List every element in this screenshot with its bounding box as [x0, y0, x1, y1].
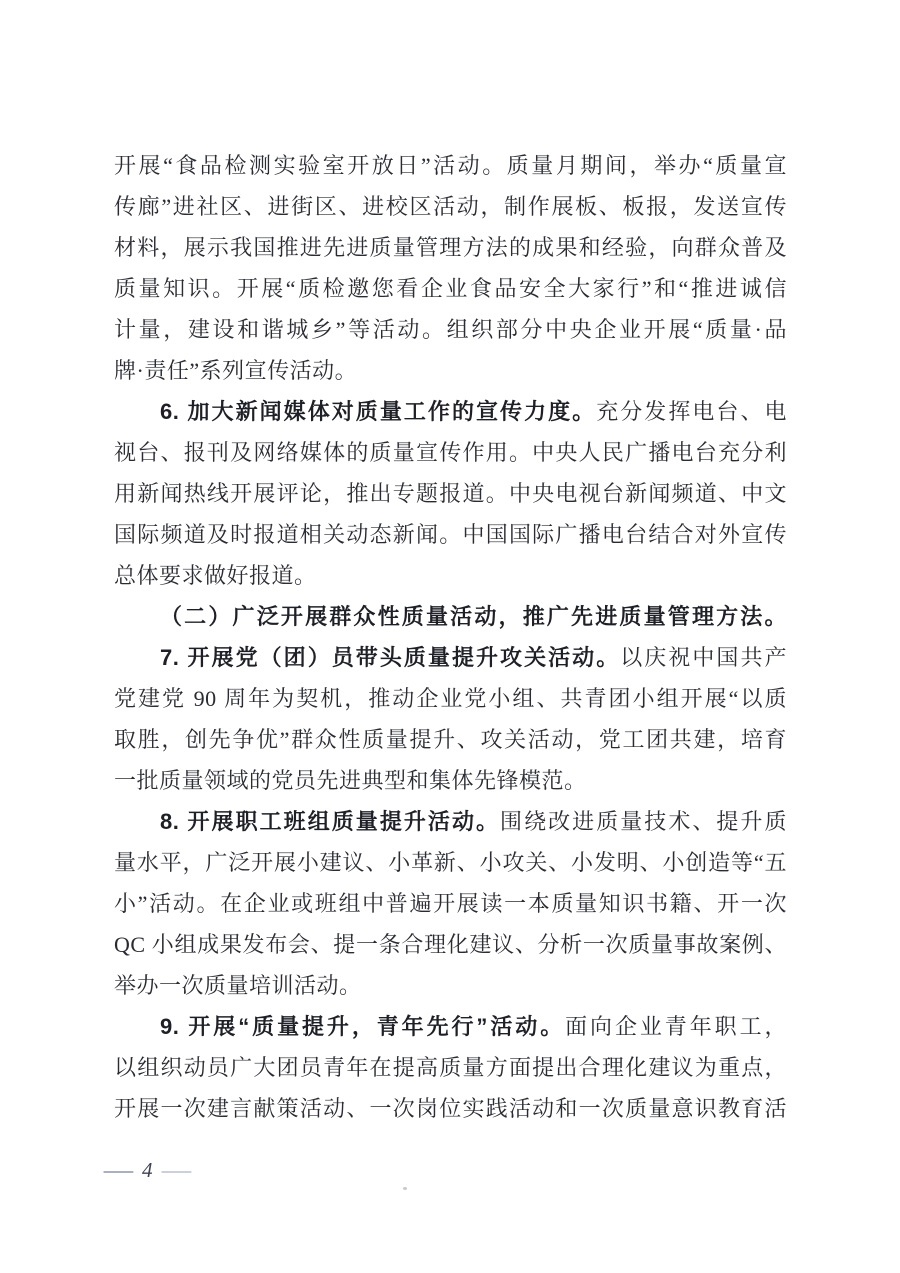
text-line: 视台、报刊及网络媒体的质量宣传作用。中央人民广播电台充分利 — [114, 440, 787, 465]
paragraph-last-line: 举办一次质量培训活动。 — [114, 973, 362, 998]
paragraph-last-line: 总体要求做好报道。 — [114, 563, 317, 588]
text-line: 开展一次建言献策活动、一次岗位实践活动和一次质量意识教育活 — [114, 1096, 787, 1121]
footer-left-dash: — — [103, 1158, 134, 1182]
paragraph-first-line: 7. 开展党（团）员带头质量提升攻关活动。以庆祝中国共产 — [160, 645, 787, 670]
footer-right-dash: — — [161, 1158, 191, 1182]
text-line: 开展“食品检测实验室开放日”活动。质量月期间，举办“质量宣 — [114, 153, 787, 178]
section-heading-line: （二）广泛开展群众性质量活动，推广先进质量管理方法。 — [160, 604, 787, 629]
page-number — [103, 1158, 191, 1183]
text-line: 小”活动。在企业或班组中普遍开展读一本质量知识书籍、开一次 — [114, 891, 787, 916]
paragraph-first-line: 6. 加大新闻媒体对质量工作的宣传力度。充分发挥电台、电 — [160, 399, 787, 424]
text-line: 国际频道及时报道相关动态新闻。中国国际广播电台结合对外宣传 — [114, 522, 787, 547]
text-line: 量水平，广泛开展小建议、小革新、小攻关、小发明、小创造等“五 — [114, 850, 787, 875]
footer-page-number: 4 — [142, 1158, 153, 1182]
paragraph-first-line: 9. 开展“质量提升，青年先行”活动。面向企业青年职工， — [160, 1014, 787, 1039]
text-line: 质量知识。开展“质检邀您看企业食品安全大家行”和“推进诚信 — [114, 276, 787, 301]
text-line: 以组织动员广大团员青年在提高质量方面提出合理化建议为重点， — [114, 1055, 787, 1080]
text-line: 材料，展示我国推进先进质量管理方法的成果和经验，向群众普及 — [114, 235, 787, 260]
scan-speckle — [403, 1187, 407, 1190]
document-body — [114, 145, 787, 1129]
text-line: 传廊”进社区、进街区、进校区活动，制作展板、板报，发送宣传 — [114, 194, 787, 219]
text-line: 取胜，创先争优”群众性质量提升、攻关活动，党工团共建，培育 — [114, 727, 787, 752]
text-line: QC 小组成果发布会、提一条合理化建议、分析一次质量事故案例、 — [114, 932, 787, 957]
paragraph-last-line: 牌·责任”系列宣传活动。 — [114, 358, 358, 383]
paragraph-first-line: 8. 开展职工班组质量提升活动。围绕改进质量技术、提升质 — [160, 809, 787, 834]
text-line: 计量，建设和谐城乡”等活动。组织部分中央企业开展“质量·品 — [114, 317, 787, 342]
paragraph-last-line: 一批质量领域的党员先进典型和集体先锋模范。 — [114, 768, 587, 793]
text-line: 党建党 90 周年为契机，推动企业党小组、共青团小组开展“以质 — [114, 686, 787, 711]
text-line: 用新闻热线开展评论，推出专题报道。中央电视台新闻频道、中文 — [114, 481, 787, 506]
